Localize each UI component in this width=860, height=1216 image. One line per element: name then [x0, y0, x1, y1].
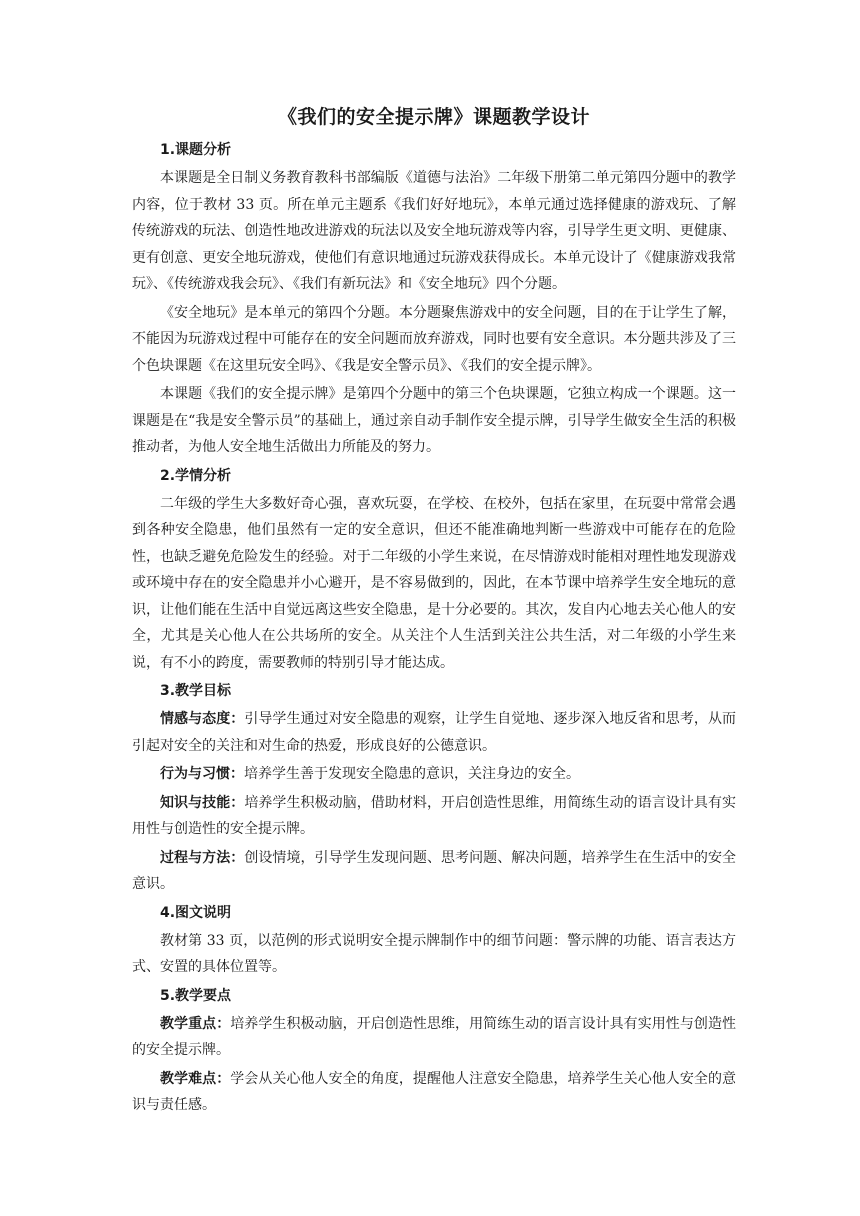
section-heading: 3.教学目标: [160, 683, 232, 699]
section-teaching-points: [132, 983, 736, 1119]
section-heading: 1.课题分析: [160, 142, 232, 158]
goal-text: 培养学生善于发现安全隐患的意识，关注身边的安全。: [244, 766, 580, 782]
paragraph: 《安全地玩》是本单元的第四个分题。本分题聚焦游戏中的安全问题，目的在于让学生了解，不能因为玩游戏过程中可能存在的安全问题而放弃游戏，同时也要有安全意识。本分题共涉及了三个色块课题《在这里玩安全吗》、《我是安全警示员》、《我们的安全提示牌》。: [132, 304, 736, 374]
paragraph: 本课题是全日制义务教育教科书部编版《道德与法治》二年级下册第二单元第四分题中的教学内容，位于教材 33 页。所在单元主题系《我们好好地玩》，本单元通过选择健康的游戏玩、了解传统游戏的玩法、创造性地改进游戏的玩法以及安全地玩游戏等内容，引导学生更文明、更健康、更有创意、更安全地玩游戏，使他们有意识地通过玩游戏获得成长。本单元设计了《健康游戏我常玩》、《传统游戏我会玩》、《我们有新玩法》和《安全地玩》四个分题。: [132, 170, 736, 292]
goal-text: 引导学生通过对安全隐患的观察，让学生自觉地、逐步深入地反省和思考，从而引起对安全的关注和对生命的热爱，形成良好的公德意识。: [132, 711, 737, 754]
key-point-item: [132, 1066, 736, 1119]
key-point-text: 培养学生积极动脑，开启创造性思维，用简练生动的语言设计具有实用性与创造性的安全提示牌。: [132, 1015, 736, 1058]
document-title: 《我们的安全提示牌》课题教学设计: [277, 106, 590, 128]
paragraph: 本课题《我们的安全提示牌》是第四个分题中的第三个色块课题，它独立构成一个课题。这一课题是在“我是安全警示员”的基础上，通过亲自动手制作安全提示牌，引导学生做安全生活的积极推动者，为他人安全地生活做出力所能及的努力。: [132, 386, 736, 455]
key-point-item: [132, 1011, 736, 1064]
paragraph: 二年级的学生大多数好奇心强，喜欢玩耍，在学校、在校外，包括在家里，在玩耍中常常会遇到各种安全隐患，他们虽然有一定的安全意识，但还不能准确地判断一些游戏中可能存在的危险性，也缺乏避免危险发生的经验。对于二年级的小学生来说，在尽情游戏时能相对理性地发现游戏或环境中存在的安全隐患并小心避开，是不容易做到的，因此，在本节课中培养学生安全地玩的意识，让他们能在生活中自觉远离这些安全隐患，是十分必要的。其次，发自内心地去关心他人的安全，尤其是关心他人在公共场所的安全。从关注个人生活到关注公共生活，对二年级的小学生来说，有不小的跨度，需要教师的特别引导才能达成。: [132, 495, 736, 671]
section-heading: 4.图文说明: [160, 904, 232, 921]
section-heading: 2.学情分析: [160, 467, 232, 484]
paragraph: 教材第 33 页，以范例的形式说明安全提示牌制作中的细节问题：警示牌的功能、语言表达方式、安置的具体位置等。: [132, 932, 736, 975]
goal-item: [132, 790, 736, 843]
goal-item: [132, 845, 736, 898]
goal-term: 知识与技能：: [160, 794, 245, 811]
goal-item: [132, 761, 736, 788]
section-illustration-notes: [132, 900, 736, 981]
section-teaching-goals: [132, 678, 736, 898]
section-heading: 5.教学要点: [160, 987, 232, 1004]
goal-term: 情感与态度：: [160, 711, 245, 727]
key-point-text: 学会从关心他人安全的角度，提醒他人注意安全隐患，培养学生关心他人安全的意识与责任感。: [132, 1070, 736, 1113]
key-point-term: 教学重点：: [160, 1015, 231, 1032]
section-student-analysis: [132, 463, 736, 677]
goal-term: 过程与方法：: [160, 849, 245, 866]
goal-item: [132, 706, 736, 759]
goal-text: 培养学生积极动脑，借助材料，开启创造性思维，用简练生动的语言设计具有实用性与创造性的安全提示牌。: [132, 794, 737, 837]
section-course-analysis: [132, 137, 736, 461]
key-point-term: 教学难点：: [160, 1070, 231, 1087]
goal-text: 创设情境，引导学生发现问题、思考问题、解决问题，培养学生在生活中的安全意识。: [132, 849, 737, 892]
goal-term: 行为与习惯：: [160, 766, 244, 782]
